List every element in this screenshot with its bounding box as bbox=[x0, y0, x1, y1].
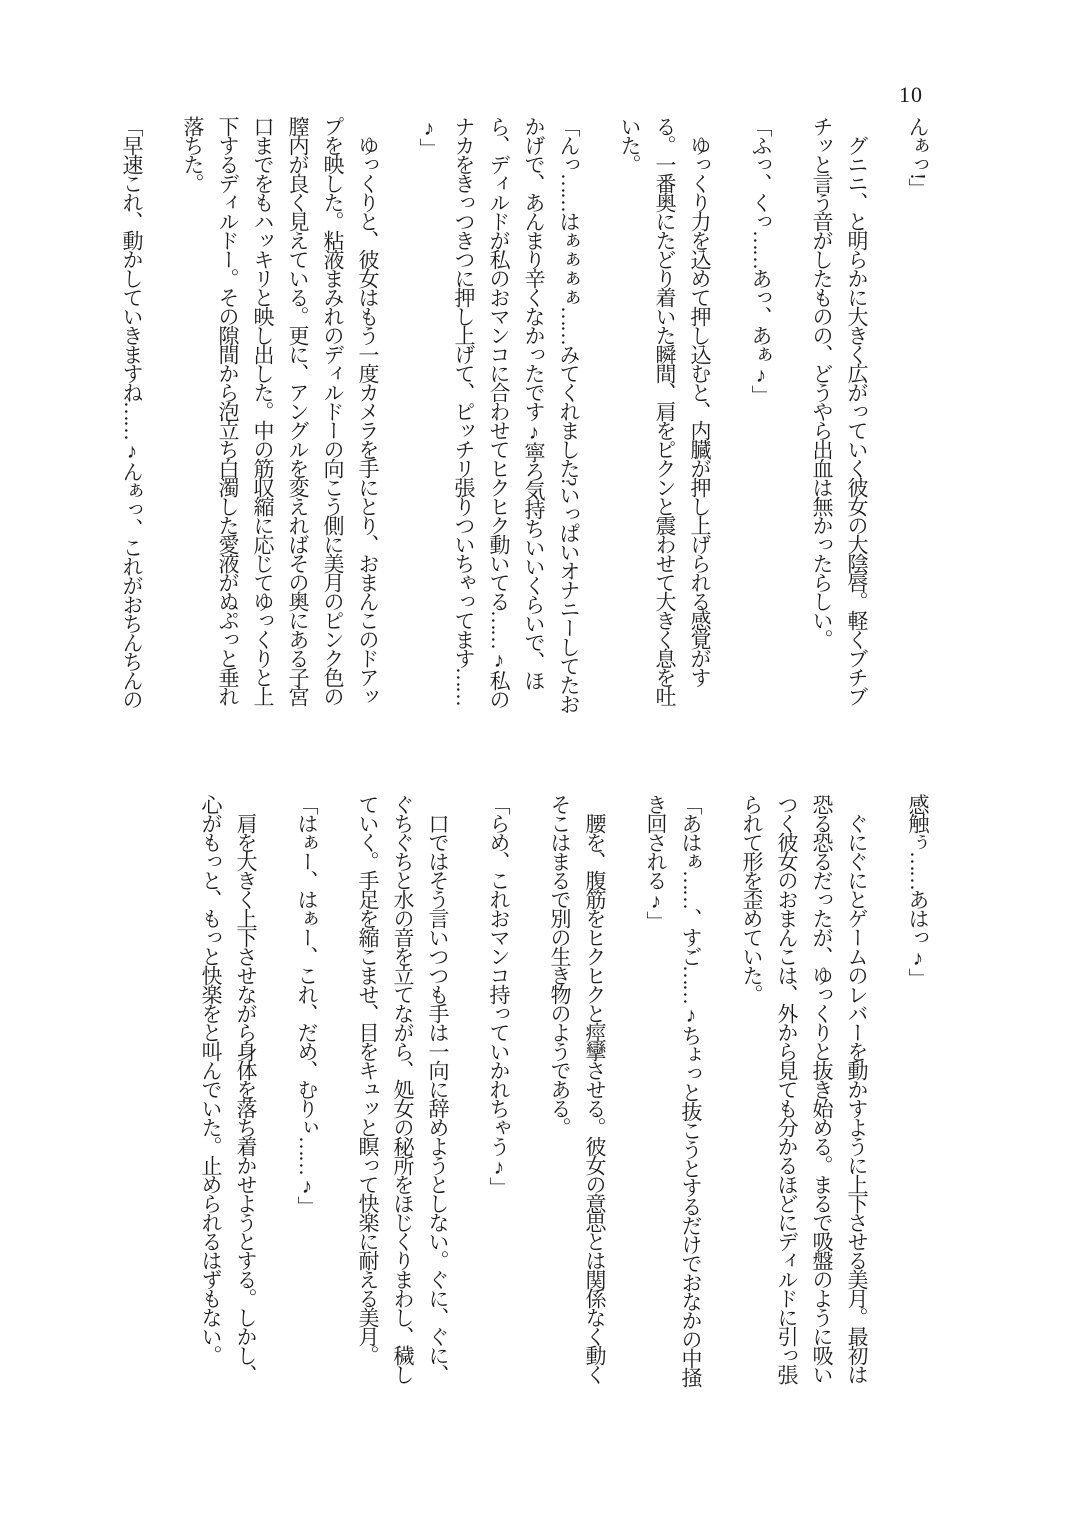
paragraph: 腰を、腹筋をヒクヒクと痙攣させる。彼女の意思とは関係なく動くそこはまるで別の生き物のようである。 bbox=[548, 794, 607, 1383]
paragraph: ゆっくり力を込めて押し込むと、内臓が押し上げられる感覚がする。一番奥にたどり着いた瞬間、肩をピクンと震わせて大きく息を吐いた。 bbox=[618, 116, 712, 705]
paragraph: ゆっくりと、彼女はもう一度カメラを手にとり、おまんこのドアップを映した。粘液まみれのディルドーの向こう側に美月のピンク色の膣内が良く見えている。更に、アングルを変えればその奥にある子宮口までをもハッキリと映し出した。中の筋収縮に応じてゆっくりと上下するディルドー。その隙間から泡立ち白濁した愛液がぬぷっと垂れ落ちた。 bbox=[181, 116, 380, 705]
paragraph: ぐにぐにとゲームのレバーを動かすように上下させる美月。最初は恐る恐るだったが、ゆっくりと抜き始める。まるで吸盤のように吸いつく彼女のおまんこは、外から見ても分かるほどにディルドに引っ張られて形を歪めていた。 bbox=[740, 794, 869, 1383]
paragraph: グニニ、と明らかに大きく広がっていく彼女の大陰唇。軽くブチブチッと言う音がしたものの、どうやら出血は無かったらしい。 bbox=[810, 116, 869, 705]
paragraph: 感触ぅ……あはっ♪」 bbox=[906, 794, 930, 987]
paragraph: 「早速これ、動かしていきますね……♪んぁっ、これがおちんちんの bbox=[120, 116, 144, 708]
paragraph: 「はぁー、はぁー、これ、だめ、むりぃ……♪」 bbox=[295, 794, 319, 1215]
paragraph: 「らめ、これおマンコ持っていかれちゃう♪」 bbox=[487, 794, 511, 1196]
paragraph: 口ではそう言いつつも手は一向に辞めようとしない。ぐに、ぐに、ぐちぐちと水の音を立てながら、処女の秘所をほじくりまわし、穢していく。手足を縮こませ、目をキュッと瞑って快楽に耐える美月。 bbox=[356, 794, 450, 1383]
text-block-top bbox=[114, 116, 935, 716]
text-block-bottom bbox=[193, 794, 935, 1394]
paragraph: 「ふっ、くっ……あっ、あぁ♪」 bbox=[749, 116, 773, 404]
page-number: 10 bbox=[899, 82, 923, 107]
paragraph: 「あはぁ……、すご……♪ちょっと抜こうとするだけでおなかの中掻き回される♪」 bbox=[644, 794, 703, 1386]
paragraph: 肩を大きく上下させながら身体を落ち着かせようとする。しかし、心がもっと、もっと快楽をと叫んでいた。止められるはずもない。 bbox=[199, 794, 258, 1383]
paragraph: んぁっ!」 bbox=[906, 116, 930, 197]
paragraph: 「んっ……はぁぁぁぁ……みてくれました?いっぱいオナニーしてたおかげで、あんまり辛くなかったです♪寧ろ気持ちいいくらいで、ほら、ディルドが私のおマンコに合わせてヒクヒク動いてる……♪私のナカをきっつきつに押し上げて、ピッチリ張りついちゃってます……♪」 bbox=[417, 116, 581, 713]
